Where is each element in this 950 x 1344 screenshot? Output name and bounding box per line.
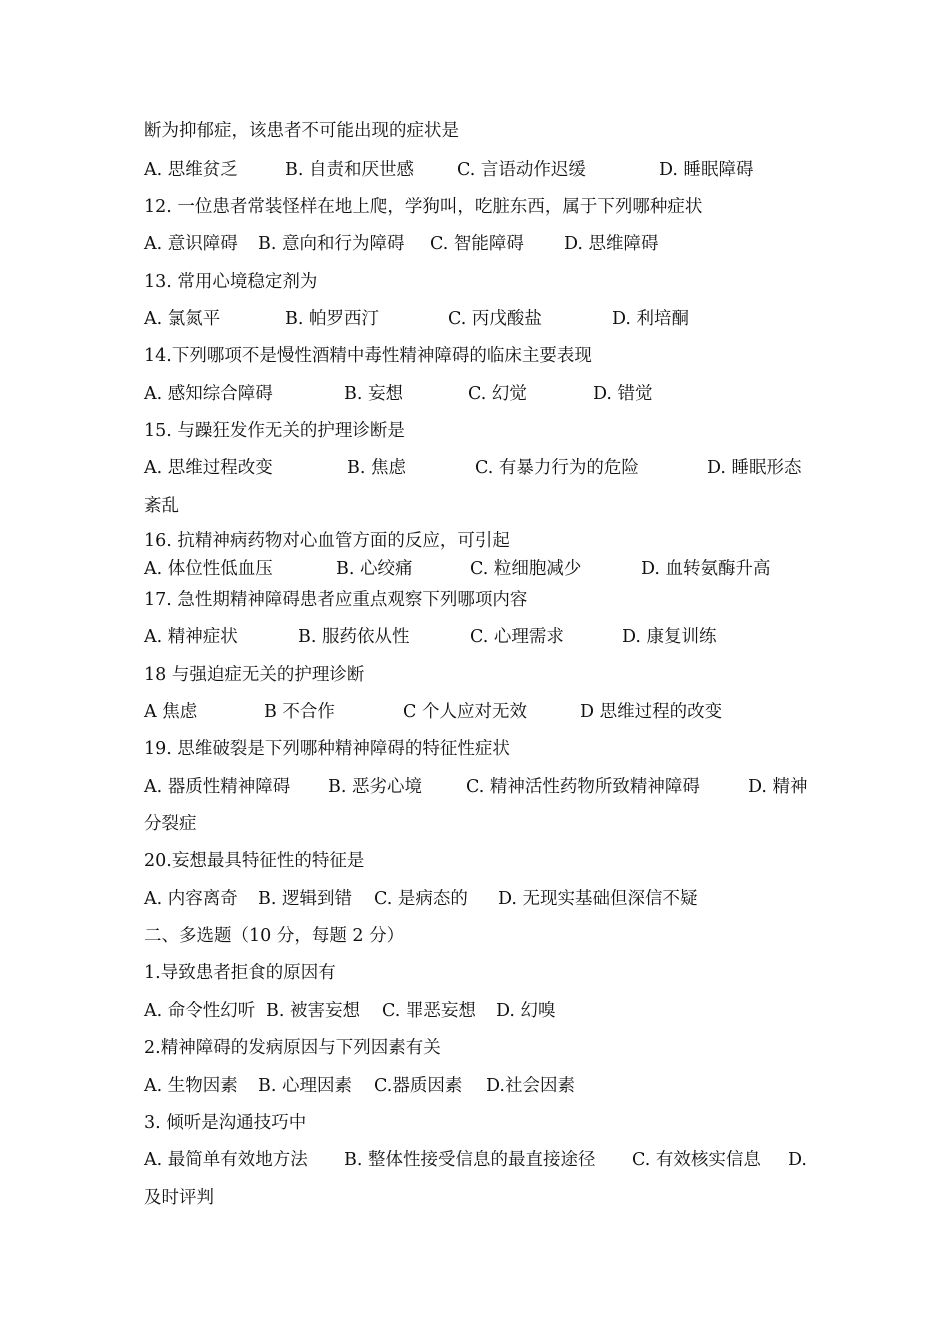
option-b: B. 服药依从性 bbox=[298, 627, 410, 647]
option-d: D. 无现实基础但深信不疑 bbox=[498, 889, 698, 909]
question-20-stem: 20.妄想最具特征性的特征是 bbox=[144, 851, 365, 871]
option-b: B. 心绞痛 bbox=[336, 559, 413, 579]
option-b: B. 帕罗西汀 bbox=[285, 309, 379, 329]
mc-question-1-options bbox=[144, 1000, 824, 1022]
option-b: B. 心理因素 bbox=[258, 1076, 352, 1096]
option-c: C. 是病态的 bbox=[374, 889, 468, 909]
question-18-options bbox=[144, 701, 824, 723]
question-19-stem: 19. 思维破裂是下列哪种精神障碍的特征性症状 bbox=[144, 739, 510, 759]
option-d: D.社会因素 bbox=[486, 1076, 575, 1096]
option-c: C. 有效核实信息 bbox=[632, 1150, 761, 1170]
option-a: A. 氯氮平 bbox=[144, 309, 221, 329]
mc-question-3-options-continued: 及时评判 bbox=[144, 1188, 214, 1208]
option-a: A. 体位性低血压 bbox=[144, 559, 273, 579]
option-a: A. 精神症状 bbox=[144, 627, 238, 647]
option-b: B 不合作 bbox=[264, 702, 335, 722]
option-a: A 焦虑 bbox=[144, 702, 198, 722]
question-18-stem: 18 与强迫症无关的护理诊断 bbox=[144, 665, 365, 685]
option-d: D. 利培酮 bbox=[612, 309, 690, 329]
option-d: D. 幻嗅 bbox=[496, 1001, 556, 1021]
option-a: A. 思维过程改变 bbox=[144, 458, 273, 478]
option-d: D. 康复训练 bbox=[622, 627, 717, 647]
mc-question-2-stem: 2.精神障碍的发病原因与下列因素有关 bbox=[144, 1038, 441, 1058]
question-17-options bbox=[144, 626, 824, 648]
question-14-stem: 14.下列哪项不是慢性酒精中毒性精神障碍的临床主要表现 bbox=[144, 346, 592, 366]
option-b: B. 被害妄想 bbox=[266, 1001, 360, 1021]
question-15-options bbox=[144, 457, 824, 479]
option-d: D. 睡眠形态 bbox=[707, 458, 802, 478]
question-14-options bbox=[144, 383, 824, 405]
option-a: A. 器质性精神障碍 bbox=[144, 777, 291, 797]
question-16-stem: 16. 抗精神病药物对心血管方面的反应，可引起 bbox=[144, 531, 510, 551]
question-12-options bbox=[144, 233, 824, 255]
mc-question-3-stem: 3. 倾听是沟通技巧中 bbox=[144, 1113, 307, 1133]
option-b: B. 自责和厌世感 bbox=[285, 160, 414, 180]
option-c: C.器质因素 bbox=[374, 1076, 463, 1096]
option-b: B. 焦虑 bbox=[347, 458, 406, 478]
question-15-options-continued: 紊乱 bbox=[144, 496, 179, 516]
option-c: C. 心理需求 bbox=[470, 627, 564, 647]
option-c: C. 智能障碍 bbox=[430, 234, 524, 254]
option-a: A. 思维贫乏 bbox=[144, 160, 238, 180]
option-c: C. 罪恶妄想 bbox=[382, 1001, 476, 1021]
mc-question-3-options bbox=[144, 1149, 824, 1171]
option-b: B. 意向和行为障碍 bbox=[258, 234, 405, 254]
option-b: B. 逻辑到错 bbox=[258, 889, 352, 909]
option-c: C. 精神活性药物所致精神障碍 bbox=[466, 777, 700, 797]
question-12-stem: 12. 一位患者常装怪样在地上爬，学狗叫，吃脏东西，属于下列哪种症状 bbox=[144, 197, 703, 217]
option-c: C. 粒细胞减少 bbox=[470, 559, 582, 579]
question-11-stem-continued: 断为抑郁症，该患者不可能出现的症状是 bbox=[144, 121, 459, 141]
option-a: A. 意识障碍 bbox=[144, 234, 238, 254]
option-c: C. 言语动作迟缓 bbox=[457, 160, 586, 180]
option-d: D 思维过程的改变 bbox=[580, 702, 723, 722]
option-c: C. 有暴力行为的危险 bbox=[475, 458, 639, 478]
option-b: B. 恶劣心境 bbox=[328, 777, 422, 797]
option-b: B. 妄想 bbox=[344, 384, 403, 404]
question-19-options bbox=[144, 776, 824, 798]
option-a: A. 生物因素 bbox=[144, 1076, 238, 1096]
option-d: D. 错觉 bbox=[593, 384, 653, 404]
question-17-stem: 17. 急性期精神障碍患者应重点观察下列哪项内容 bbox=[144, 590, 528, 610]
question-15-stem: 15. 与躁狂发作无关的护理诊断是 bbox=[144, 421, 405, 441]
question-16-options bbox=[144, 558, 824, 580]
mc-question-1-stem: 1.导致患者拒食的原因有 bbox=[144, 963, 336, 983]
option-d: D. 睡眠障碍 bbox=[659, 160, 754, 180]
option-d: D. bbox=[788, 1150, 807, 1170]
question-19-options-continued: 分裂症 bbox=[144, 814, 197, 834]
question-13-options bbox=[144, 308, 824, 330]
option-c: C. 丙戊酸盐 bbox=[448, 309, 542, 329]
option-d: D. 思维障碍 bbox=[564, 234, 659, 254]
option-c: C. 幻觉 bbox=[468, 384, 527, 404]
section-heading-multiple-choice: 二、多选题（10 分，每题 2 分） bbox=[144, 926, 405, 946]
question-20-options bbox=[144, 888, 824, 910]
option-b: B. 整体性接受信息的最直接途径 bbox=[344, 1150, 596, 1170]
option-a: A. 最简单有效地方法 bbox=[144, 1150, 308, 1170]
option-d: D. 血转氨酶升高 bbox=[641, 559, 771, 579]
mc-question-2-options bbox=[144, 1075, 824, 1097]
option-d: D. 精神 bbox=[748, 777, 808, 797]
option-a: A. 内容离奇 bbox=[144, 889, 238, 909]
option-a: A. 命令性幻听 bbox=[144, 1001, 256, 1021]
option-a: A. 感知综合障碍 bbox=[144, 384, 273, 404]
question-13-stem: 13. 常用心境稳定剂为 bbox=[144, 272, 318, 292]
question-11-options bbox=[144, 159, 824, 181]
option-c: C 个人应对无效 bbox=[403, 702, 527, 722]
